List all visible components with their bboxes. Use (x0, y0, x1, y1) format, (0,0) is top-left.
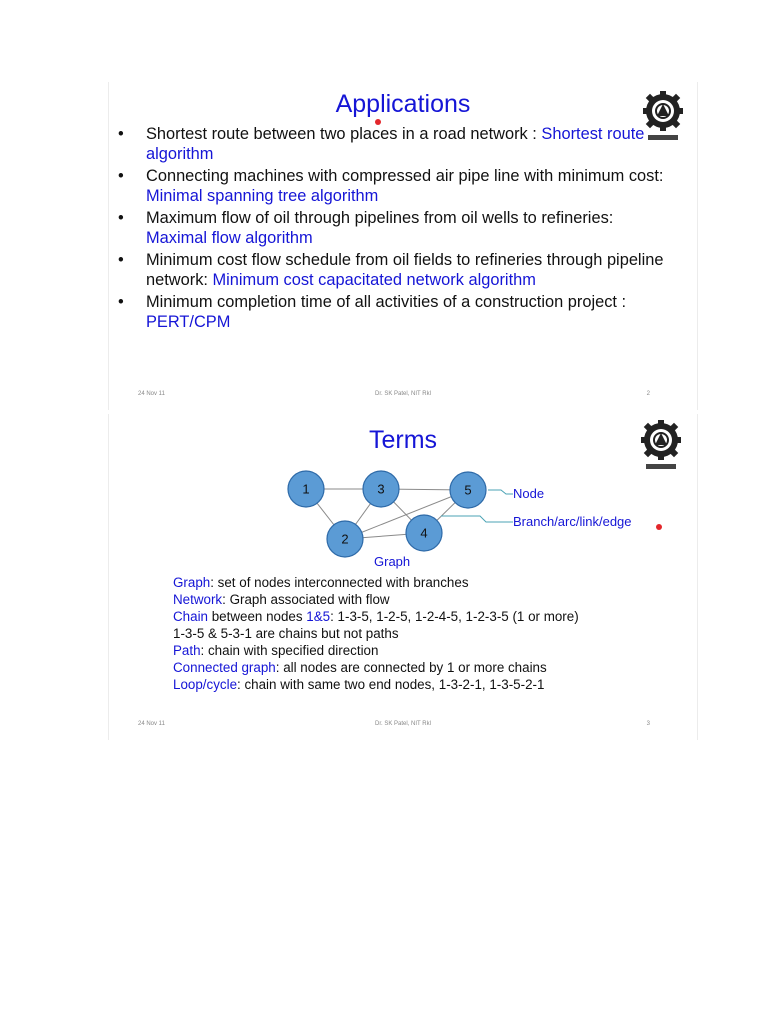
footer-author: Dr. SK Patel, NIT Rkl (375, 391, 431, 397)
footer-date: 24 Nov 11 (138, 721, 165, 727)
definition-row: Chain between nodes 1&5: 1-3-5, 1-2-5, 1-2-4-5, 1-2-3-5 (1 or more) (173, 609, 579, 624)
graph-node-label: 2 (341, 531, 349, 547)
slide-title: Terms (368, 426, 438, 454)
definition-row: 1-3-5 & 5-3-1 are chains but not paths (173, 626, 399, 641)
graph-node-label: 4 (420, 525, 428, 541)
definition-row: Network: Graph associated with flow (173, 592, 390, 607)
footer-author: Dr. SK Patel, NIT Rkl (375, 721, 431, 727)
footer-page-number: 2 (646, 391, 650, 397)
graph-diagram (108, 414, 698, 574)
slide-applications (108, 82, 698, 410)
list-item: • Shortest route between two places in a road network : Shortest route algorithm (118, 125, 645, 163)
graph-caption: Graph (374, 554, 411, 569)
definition-row: Path: chain with specified direction (173, 643, 379, 658)
slide-terms (108, 414, 698, 740)
node-callout-label: Node (513, 486, 545, 501)
definition-row: Graph: set of nodes interconnected with branches (173, 575, 469, 590)
slide-title: Applications (335, 90, 471, 118)
graph-node-label: 5 (464, 482, 472, 498)
list-item: • Maximum flow of oil through pipelines from oil wells to refineries: Maximal flow algorithm (118, 209, 614, 247)
red-dot-icon (656, 524, 662, 530)
definition-row: Loop/cycle: chain with same two end nodes, 1-3-2-1, 1-3-5-2-1 (173, 677, 545, 692)
branch-callout-label: Branch/arc/link/edge (513, 514, 632, 529)
graph-node-label: 3 (377, 481, 385, 497)
list-item: • Minimum completion time of all activities of a construction project : PERT/CPM (118, 293, 627, 331)
footer-date: 24 Nov 11 (138, 391, 165, 397)
slide-left-edge (108, 82, 109, 410)
footer-page-number: 3 (646, 721, 650, 727)
graph-node-label: 1 (302, 481, 310, 497)
definition-row: Connected graph: all nodes are connected by 1 or more chains (173, 660, 547, 675)
definitions-list (173, 574, 673, 693)
applications-list (118, 124, 678, 334)
slide-right-edge (697, 82, 698, 410)
node-label-connector (488, 490, 513, 494)
list-item: • Connecting machines with compressed air pipe line with minimum cost: Minimal spanning tree algorithm (118, 167, 664, 205)
graph-nodes (288, 471, 486, 557)
branch-label-connector (441, 516, 513, 522)
list-item: • Minimum cost flow schedule from oil fields to refineries through pipeline network: Minimum cost capacitated network algorithm (118, 251, 664, 289)
